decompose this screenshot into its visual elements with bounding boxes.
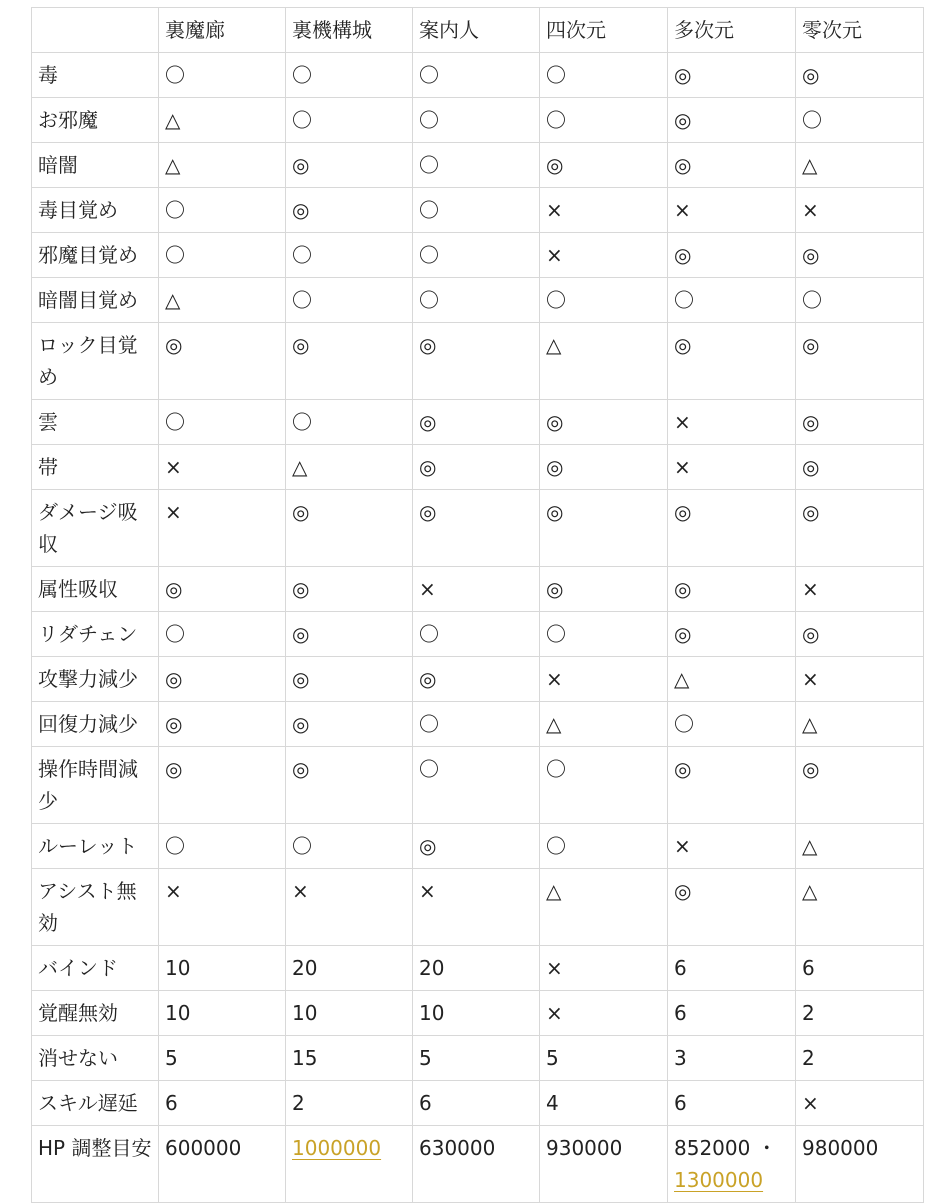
table-cell: 930000 bbox=[540, 1126, 668, 1203]
table-cell: × bbox=[159, 869, 286, 946]
table-cell: 〇 bbox=[286, 278, 413, 323]
table-cell: 〇 bbox=[668, 278, 796, 323]
table-cell: × bbox=[668, 824, 796, 869]
table-cell: 〇 bbox=[540, 278, 668, 323]
row-label: 暗闇目覚め bbox=[32, 278, 159, 323]
table-cell: 〇 bbox=[413, 612, 540, 657]
table-cell: × bbox=[796, 1081, 924, 1126]
table-cell: 2 bbox=[286, 1081, 413, 1126]
table-cell: 〇 bbox=[286, 53, 413, 98]
table-cell: ◎ bbox=[796, 323, 924, 400]
table-cell: 〇 bbox=[540, 98, 668, 143]
table-cell: 6 bbox=[668, 991, 796, 1036]
row-label: 暗闇 bbox=[32, 143, 159, 188]
table-cell: × bbox=[668, 400, 796, 445]
table-cell: 2 bbox=[796, 991, 924, 1036]
table-cell: △ bbox=[796, 824, 924, 869]
row-label: 攻撃力減少 bbox=[32, 657, 159, 702]
table-cell: 6 bbox=[413, 1081, 540, 1126]
table-cell: ◎ bbox=[159, 657, 286, 702]
table-cell: ◎ bbox=[668, 98, 796, 143]
table-cell: ◎ bbox=[286, 612, 413, 657]
table-cell: ◎ bbox=[540, 567, 668, 612]
table-row bbox=[32, 323, 924, 400]
table-row bbox=[32, 1081, 924, 1126]
table-cell: 〇 bbox=[413, 188, 540, 233]
table-cell: ◎ bbox=[668, 233, 796, 278]
table-cell: × bbox=[540, 946, 668, 991]
table-cell: ◎ bbox=[159, 323, 286, 400]
row-label: 回復力減少 bbox=[32, 702, 159, 747]
table-cell bbox=[286, 1126, 413, 1203]
table-cell: 〇 bbox=[159, 53, 286, 98]
hp-link-1300000[interactable]: 1300000 bbox=[674, 1168, 764, 1192]
row-label: アシスト無効 bbox=[32, 869, 159, 946]
table-cell: 5 bbox=[540, 1036, 668, 1081]
table-cell: △ bbox=[286, 445, 413, 490]
table-cell: △ bbox=[796, 702, 924, 747]
table-cell: × bbox=[540, 991, 668, 1036]
table-cell: ◎ bbox=[286, 188, 413, 233]
table-row bbox=[32, 702, 924, 747]
header-cell-tajigen: 多次元 bbox=[668, 8, 796, 53]
table-cell: 〇 bbox=[413, 747, 540, 824]
table-cell: ◎ bbox=[286, 490, 413, 567]
table-cell: 〇 bbox=[159, 612, 286, 657]
table-cell: 15 bbox=[286, 1036, 413, 1081]
table-cell: 〇 bbox=[159, 188, 286, 233]
table-cell: 6 bbox=[159, 1081, 286, 1126]
row-label: ダメージ吸収 bbox=[32, 490, 159, 567]
table-row bbox=[32, 567, 924, 612]
table-cell: × bbox=[668, 188, 796, 233]
table-cell: 〇 bbox=[159, 233, 286, 278]
table-cell: 〇 bbox=[413, 278, 540, 323]
table-cell: ◎ bbox=[286, 747, 413, 824]
header-cell-annainin: 案内人 bbox=[413, 8, 540, 53]
table-cell: ◎ bbox=[413, 824, 540, 869]
table-cell: ◎ bbox=[668, 323, 796, 400]
table-cell: ◎ bbox=[796, 233, 924, 278]
table-cell: 600000 bbox=[159, 1126, 286, 1203]
table-cell: ◎ bbox=[540, 400, 668, 445]
table-row bbox=[32, 98, 924, 143]
table-cell: ◎ bbox=[413, 445, 540, 490]
table-cell: × bbox=[540, 188, 668, 233]
row-label: 毒目覚め bbox=[32, 188, 159, 233]
table-row bbox=[32, 490, 924, 567]
row-label: 覚醒無効 bbox=[32, 991, 159, 1036]
table-cell: ◎ bbox=[286, 143, 413, 188]
header-cell-urakikoujou: 裏機構城 bbox=[286, 8, 413, 53]
table-row bbox=[32, 657, 924, 702]
table-cell: × bbox=[413, 567, 540, 612]
table-cell: ◎ bbox=[668, 747, 796, 824]
table-cell: ◎ bbox=[796, 612, 924, 657]
hp-value-text: 852000 ・ bbox=[674, 1136, 777, 1160]
table-cell: 〇 bbox=[286, 98, 413, 143]
row-label: お邪魔 bbox=[32, 98, 159, 143]
table-cell: 〇 bbox=[413, 702, 540, 747]
table-cell: 〇 bbox=[796, 278, 924, 323]
table-cell: × bbox=[540, 657, 668, 702]
table-cell: △ bbox=[159, 278, 286, 323]
table-cell: 10 bbox=[159, 991, 286, 1036]
table-cell: △ bbox=[540, 323, 668, 400]
row-label: 属性吸収 bbox=[32, 567, 159, 612]
table-cell: ◎ bbox=[286, 323, 413, 400]
row-label: バインド bbox=[32, 946, 159, 991]
table-cell: ◎ bbox=[159, 747, 286, 824]
table-row bbox=[32, 747, 924, 824]
table-cell: 20 bbox=[286, 946, 413, 991]
table-cell: 〇 bbox=[413, 143, 540, 188]
table-row bbox=[32, 233, 924, 278]
row-label: ルーレット bbox=[32, 824, 159, 869]
table-cell: ◎ bbox=[159, 567, 286, 612]
table-cell: 〇 bbox=[540, 747, 668, 824]
table-row bbox=[32, 278, 924, 323]
table-cell: ◎ bbox=[413, 657, 540, 702]
table-cell: ◎ bbox=[413, 400, 540, 445]
table-row bbox=[32, 612, 924, 657]
table-cell: △ bbox=[540, 869, 668, 946]
table-row bbox=[32, 400, 924, 445]
table-cell: ◎ bbox=[540, 490, 668, 567]
table-cell: 6 bbox=[668, 1081, 796, 1126]
table-cell: 〇 bbox=[413, 233, 540, 278]
table-cell: △ bbox=[159, 143, 286, 188]
table-cell: 〇 bbox=[159, 400, 286, 445]
table-cell: 5 bbox=[159, 1036, 286, 1081]
table-cell: ◎ bbox=[286, 567, 413, 612]
table-cell: △ bbox=[159, 98, 286, 143]
table-row-hp bbox=[32, 1126, 924, 1203]
row-label: ロック目覚め bbox=[32, 323, 159, 400]
table-cell: ◎ bbox=[796, 490, 924, 567]
table-cell: ◎ bbox=[668, 490, 796, 567]
table-cell: 6 bbox=[796, 946, 924, 991]
table-cell: ◎ bbox=[668, 612, 796, 657]
table-cell: × bbox=[413, 869, 540, 946]
table-cell: × bbox=[796, 657, 924, 702]
table-row bbox=[32, 946, 924, 991]
row-label: 毒 bbox=[32, 53, 159, 98]
table-cell: × bbox=[796, 188, 924, 233]
table-row bbox=[32, 188, 924, 233]
table-cell: ◎ bbox=[796, 400, 924, 445]
row-label: 雲 bbox=[32, 400, 159, 445]
table-cell: 〇 bbox=[540, 53, 668, 98]
table-row bbox=[32, 143, 924, 188]
table-cell: 630000 bbox=[413, 1126, 540, 1203]
table-cell: 〇 bbox=[413, 53, 540, 98]
table-cell: × bbox=[286, 869, 413, 946]
table-cell: 3 bbox=[668, 1036, 796, 1081]
table-cell: ◎ bbox=[413, 490, 540, 567]
header-cell-yojigen: 四次元 bbox=[540, 8, 668, 53]
row-label: スキル遅延 bbox=[32, 1081, 159, 1126]
table-cell: 6 bbox=[668, 946, 796, 991]
table-cell: ◎ bbox=[668, 869, 796, 946]
table-cell: ◎ bbox=[286, 702, 413, 747]
table-cell: 10 bbox=[286, 991, 413, 1036]
comparison-table bbox=[31, 7, 924, 1203]
table-cell: ◎ bbox=[540, 445, 668, 490]
table-cell: 〇 bbox=[286, 824, 413, 869]
header-cell-zerojigen: 零次元 bbox=[796, 8, 924, 53]
table-cell: ◎ bbox=[668, 143, 796, 188]
table-cell: △ bbox=[796, 143, 924, 188]
header-cell-corner bbox=[32, 8, 159, 53]
table-cell: 〇 bbox=[286, 233, 413, 278]
row-label: 操作時間減少 bbox=[32, 747, 159, 824]
table-row bbox=[32, 1036, 924, 1081]
table-cell: △ bbox=[540, 702, 668, 747]
table-cell: 〇 bbox=[540, 612, 668, 657]
table-cell: 2 bbox=[796, 1036, 924, 1081]
table-cell: ◎ bbox=[796, 445, 924, 490]
header-cell-uramarou: 裏魔廊 bbox=[159, 8, 286, 53]
table-cell: 〇 bbox=[668, 702, 796, 747]
table-cell: ◎ bbox=[413, 323, 540, 400]
table-row bbox=[32, 991, 924, 1036]
table-cell: × bbox=[159, 445, 286, 490]
table-cell: × bbox=[796, 567, 924, 612]
table-cell: 980000 bbox=[796, 1126, 924, 1203]
row-label: HP 調整目安 bbox=[32, 1126, 159, 1203]
table-cell: ◎ bbox=[159, 702, 286, 747]
table-cell: ◎ bbox=[796, 53, 924, 98]
hp-link-1000000[interactable]: 1000000 bbox=[292, 1136, 382, 1160]
table-cell: × bbox=[540, 233, 668, 278]
table-cell bbox=[668, 1126, 796, 1203]
table-row bbox=[32, 824, 924, 869]
table-row bbox=[32, 445, 924, 490]
table-cell: 〇 bbox=[286, 400, 413, 445]
table-cell: ◎ bbox=[540, 143, 668, 188]
table-cell: △ bbox=[668, 657, 796, 702]
table-row bbox=[32, 53, 924, 98]
table-cell: 〇 bbox=[540, 824, 668, 869]
row-label: 帯 bbox=[32, 445, 159, 490]
table-cell: 20 bbox=[413, 946, 540, 991]
table-row bbox=[32, 869, 924, 946]
table-cell: △ bbox=[796, 869, 924, 946]
table-cell: × bbox=[668, 445, 796, 490]
row-label: 邪魔目覚め bbox=[32, 233, 159, 278]
table-cell: 10 bbox=[159, 946, 286, 991]
table-cell: 〇 bbox=[413, 98, 540, 143]
row-label: 消せない bbox=[32, 1036, 159, 1081]
table-cell: 10 bbox=[413, 991, 540, 1036]
header-row bbox=[32, 8, 924, 53]
table-cell: ◎ bbox=[286, 657, 413, 702]
table-cell: 〇 bbox=[159, 824, 286, 869]
table-cell: 5 bbox=[413, 1036, 540, 1081]
row-label: リダチェン bbox=[32, 612, 159, 657]
table-cell: 〇 bbox=[796, 98, 924, 143]
table-cell: ◎ bbox=[668, 567, 796, 612]
table-cell: ◎ bbox=[796, 747, 924, 824]
table-cell: ◎ bbox=[668, 53, 796, 98]
table-cell: 4 bbox=[540, 1081, 668, 1126]
table-cell: × bbox=[159, 490, 286, 567]
